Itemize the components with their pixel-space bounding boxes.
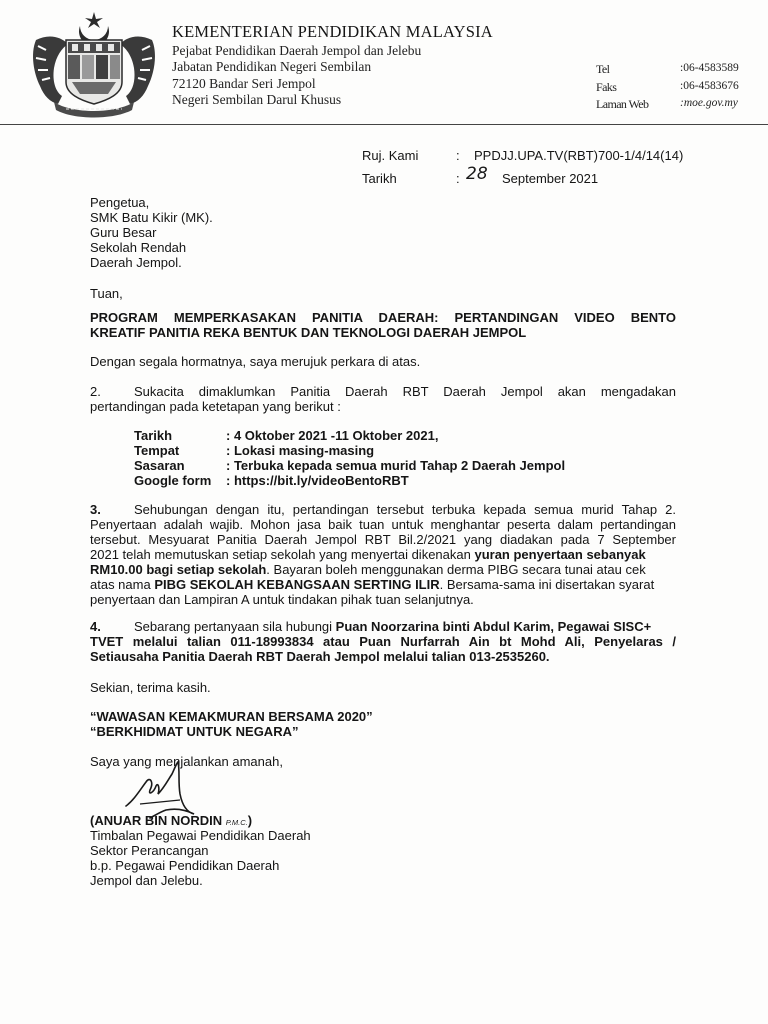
para4-line-2: TVET melalui talian 011-18993834 atau Puan Nurfarrah Ain bt Mohd Ali, Penyelaras /	[90, 634, 676, 649]
malaysia-coat-of-arms-icon	[28, 10, 160, 118]
signatory-title-3: b.p. Pegawai Pendidikan Daerah	[90, 858, 280, 873]
detail-label-sasaran: Sasaran	[134, 458, 185, 473]
tarikh-handwritten-day: 28	[466, 164, 488, 184]
detail-label-google-form: Google form	[134, 473, 212, 488]
tel-value: :06-4583589	[680, 62, 739, 74]
detail-value-sasaran: : Terbuka kepada semua murid Tahap 2 Daerah Jempol	[226, 458, 566, 473]
sign-off: Saya yang menjalankan amanah,	[90, 754, 283, 769]
detail-value-tempat: : Lokasi masing-masing	[226, 443, 375, 458]
para3-line-2: Penyertaan adalah wajib. Mohon jasa baik tuan untuk menghantar peserta dalam pertandingan	[90, 517, 676, 532]
address-line-4: Negeri Sembilan Darul Khusus	[172, 92, 342, 107]
tarikh-label: Tarikh	[362, 171, 397, 186]
address-line-1: Pejabat Pendidikan Daerah Jempol dan Jelebu	[172, 43, 422, 58]
para3-line-5	[90, 562, 646, 578]
para3-line-6	[90, 577, 654, 593]
signatory-title-2: Sektor Perancangan	[90, 843, 209, 858]
closing-line: Sekian, terima kasih.	[90, 680, 211, 695]
motto-1: “WAWASAN KEMAKMURAN BERSAMA 2020”	[90, 709, 373, 724]
fax-label: Faks	[596, 80, 617, 94]
para3-line-3: tersebut. Mesyuarat Panitia Daerah Jempol RBT Bil.2/2021 yang diadakan pada 7 September	[90, 532, 676, 547]
address-line-3: 72120 Bandar Seri Jempol	[172, 76, 316, 91]
signatory-honorific: P.M.C.	[225, 818, 248, 827]
address-line-2: Jabatan Pendidikan Negeri Sembilan	[172, 59, 372, 74]
motto-2: “BERKHIDMAT UNTUK NEGARA”	[90, 724, 299, 739]
recipient-line-3: Guru Besar	[90, 225, 157, 240]
detail-value-tarikh: : 4 Oktober 2021 -11 Oktober 2021,	[226, 428, 439, 443]
ruj-label: Ruj. Kami	[362, 148, 419, 163]
para3-line-4-text: 2021 telah memutuskan setiap sekolah yang menyertai dikenakan	[90, 547, 475, 562]
payee-name-text: PIBG SEKOLAH KEBANGSAAN SERTING ILIR	[154, 577, 440, 592]
subject-line-1: PROGRAM MEMPERKASAKAN PANITIA DAERAH: PERTANDINGAN VIDEO BENTO	[90, 310, 676, 325]
para4-number: 4.	[90, 619, 101, 634]
ruj-value: PPDJJ.UPA.TV(RBT)700-1/4/14(14)	[474, 148, 684, 163]
detail-label-tempat: Tempat	[134, 443, 180, 458]
salutation: Tuan,	[90, 286, 123, 301]
letterhead-divider	[0, 124, 768, 125]
para3-line-5-text: . Bayaran boleh menggunakan derma PIBG secara tunai atau cek	[266, 562, 646, 577]
signatory-name: (ANUAR BIN NORDIN	[90, 813, 223, 828]
detail-value-google-form: : https://bit.ly/videoBentoRBT	[226, 473, 409, 488]
recipient-line-4: Sekolah Rendah	[90, 240, 187, 255]
para3-line-7: penyertaan dan Lampiran A untuk tindakan pihak tuan selanjutnya.	[90, 592, 474, 607]
web-label: Laman Web	[596, 97, 649, 111]
signatory-title-4: Jempol dan Jelebu.	[90, 873, 203, 888]
para2-line-1: Sukacita dimaklumkan Panitia Daerah RBT Daerah Jempol akan mengadakan	[134, 384, 676, 399]
recipient-line-1: Pengetua,	[90, 195, 150, 210]
subject-line-2: KREATIF PANITIA REKA BENTUK DAN TEKNOLOGI DAERAH JEMPOL	[90, 325, 527, 340]
tel-label: Tel	[596, 62, 610, 76]
signatory-title-1: Timbalan Pegawai Pendidikan Daerah	[90, 828, 311, 843]
para4-line-1	[134, 619, 651, 635]
para4-line-1-text: Sebarang pertanyaan sila hubungi	[134, 619, 336, 634]
tarikh-colon: :	[456, 171, 460, 186]
signatory-close-paren: )	[247, 813, 253, 828]
para2-number: 2.	[90, 384, 101, 399]
web-value: :moe.gov.my	[680, 97, 738, 109]
recipient-line-2: SMK Batu Kikir (MK).	[90, 210, 213, 225]
para3-line-4	[90, 547, 646, 563]
fee-per-school-text: RM10.00 bagi setiap sekolah	[90, 562, 267, 577]
para3-line-6-text-c: . Bersama-sama ini disertakan syarat	[439, 577, 655, 592]
detail-label-tarikh: Tarikh	[134, 428, 173, 443]
fee-amount-text: yuran penyertaan sebanyak	[474, 547, 646, 562]
coat-of-arms-logo	[28, 10, 160, 118]
ruj-colon: :	[456, 148, 460, 163]
contact-person-1: Puan Noorzarina binti Abdul Karim, Pegawai SISC+	[335, 619, 652, 634]
recipient-line-5: Daerah Jempol.	[90, 255, 182, 270]
tarikh-month-year: September 2021	[502, 171, 599, 186]
para4-line-3: Setiausaha Panitia Daerah RBT Daerah Jempol melalui talian 013-2535260.	[90, 649, 550, 664]
para3-line-6-text-a: atas nama	[90, 577, 155, 592]
opening-line: Dengan segala hormatnya, saya merujuk perkara di atas.	[90, 354, 421, 369]
fax-value: :06-4583676	[680, 80, 739, 92]
para2-line-2: pertandingan pada ketetapan yang berikut :	[90, 399, 341, 414]
ministry-name: KEMENTERIAN PENDIDIKAN MALAYSIA	[172, 22, 493, 41]
para3-line-1: Sehubungan dengan itu, pertandingan tersebut terbuka kepada semua murid Tahap 2.	[134, 502, 676, 517]
para3-number: 3.	[90, 502, 101, 517]
